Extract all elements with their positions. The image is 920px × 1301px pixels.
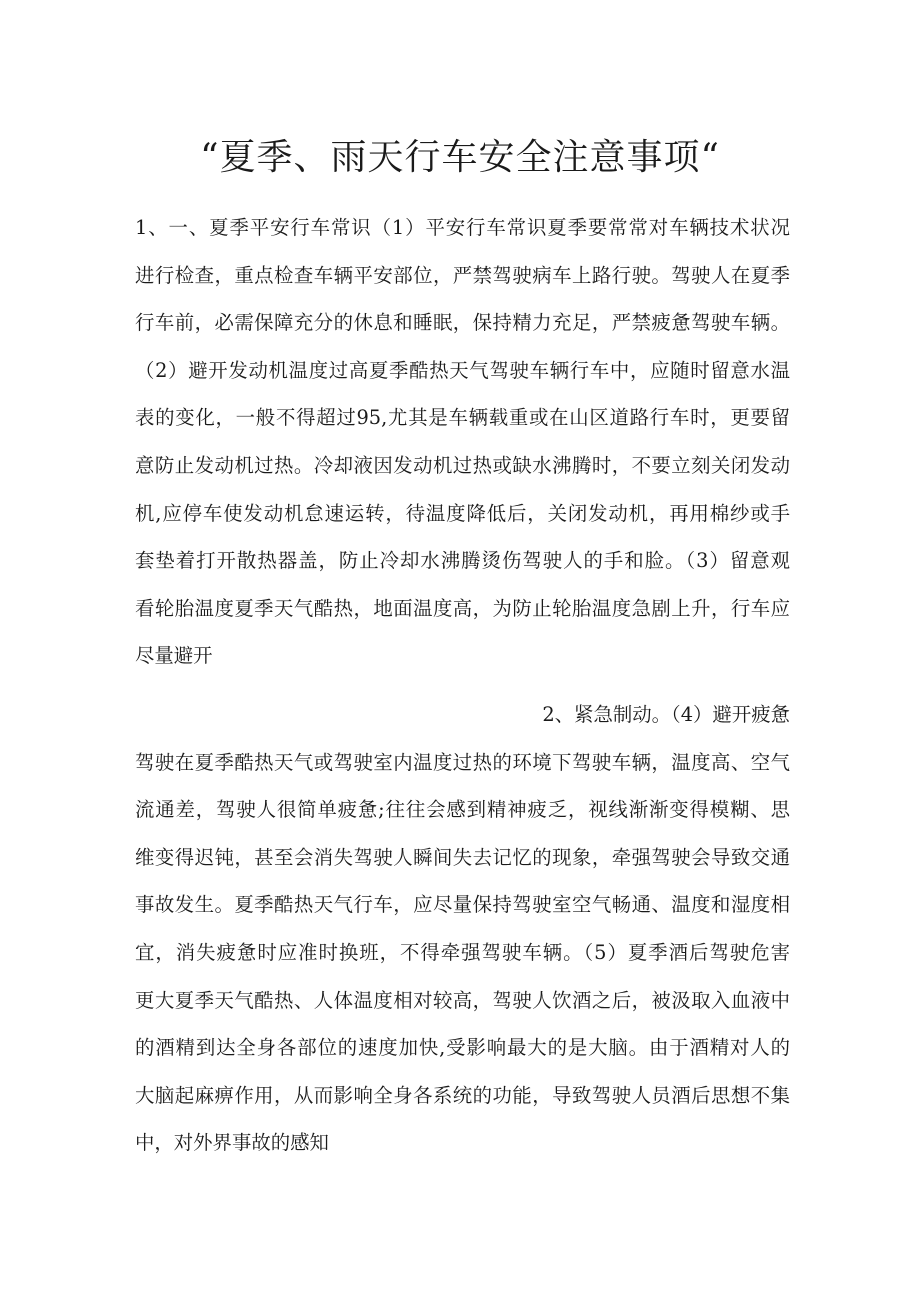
paragraph-line: 宜，消失疲惫时应准时换班，不得牵强驾驶车辆。（5）夏季酒后驾驶危害: [135, 940, 790, 964]
paragraph-1: [135, 204, 790, 680]
paragraph-line: （2）避开发动机温度过高夏季酷热天气驾驶车辆行车中，应随时留意水温: [135, 358, 790, 382]
paragraph-line: 进行检查，重点检查车辆平安部位，严禁驾驶病车上路行驶。驾驶人在夏季: [135, 263, 790, 287]
paragraph-line: 1、一、夏季平安行车常识（1）平安行车常识夏季要常常对车辆技术状况: [135, 216, 790, 239]
paragraph-line: 维变得迟钝，甚至会消失驾驶人瞬间失去记忆的现象，牵强驾驶会导致交通: [135, 845, 790, 869]
paragraph-line: 2、紧急制动。（4）避开疲惫: [542, 703, 790, 726]
paragraph-line: 行车前，必需保障充分的休息和睡眠，保持精力充足，严禁疲惫驾驶车辆。: [135, 311, 790, 335]
paragraph-line: 事故发生。夏季酷热天气行车，应尽量保持驾驶室空气畅通、温度和湿度相: [135, 893, 790, 917]
paragraph-line: 的酒精到达全身各部位的速度加快,受影响最大的是大脑。由于酒精对人的: [135, 1036, 790, 1060]
paragraph-line: 尽量避开: [135, 644, 213, 668]
paragraph-line: 更大夏季天气酷热、人体温度相对较高，驾驶人饮酒之后，被汲取入血液中: [135, 988, 790, 1012]
paragraph-line: 看轮胎温度夏季天气酷热，地面温度高，为防止轮胎温度急剧上升，行车应: [135, 596, 790, 620]
paragraph-line: 套垫着打开散热器盖，防止冷却水沸腾烫伤驾驶人的手和脸。（3）留意观: [135, 549, 790, 573]
paragraph-line: 大脑起麻痹作用，从而影响全身各系统的功能，导致驾驶人员酒后思想不集: [135, 1083, 790, 1107]
paragraph-line: 表的变化，一般不得超过95,尤其是车辆载重或在山区道路行车时，更要留: [135, 406, 790, 430]
paragraph-line: 驾驶在夏季酷热天气或驾驶室内温度过热的环境下驾驶车辆，温度高、空气: [135, 750, 790, 774]
paragraph-line: 意防止发动机过热。冷却液因发动机过热或缺水沸腾时，不要立刻关闭发动: [135, 453, 790, 477]
document-title: “夏季、雨天行车安全注意事项“: [200, 137, 720, 178]
paragraph-2: [135, 691, 790, 1167]
paragraph-line: 流通差，驾驶人很简单疲惫;往往会感到精神疲乏，视线渐渐变得模糊、思: [135, 798, 790, 822]
paragraph-line: 中，对外界事故的感知: [135, 1131, 329, 1155]
paragraph-line: 机,应停车使发动机怠速运转，待温度降低后，关闭发动机，再用棉纱或手: [135, 501, 790, 525]
